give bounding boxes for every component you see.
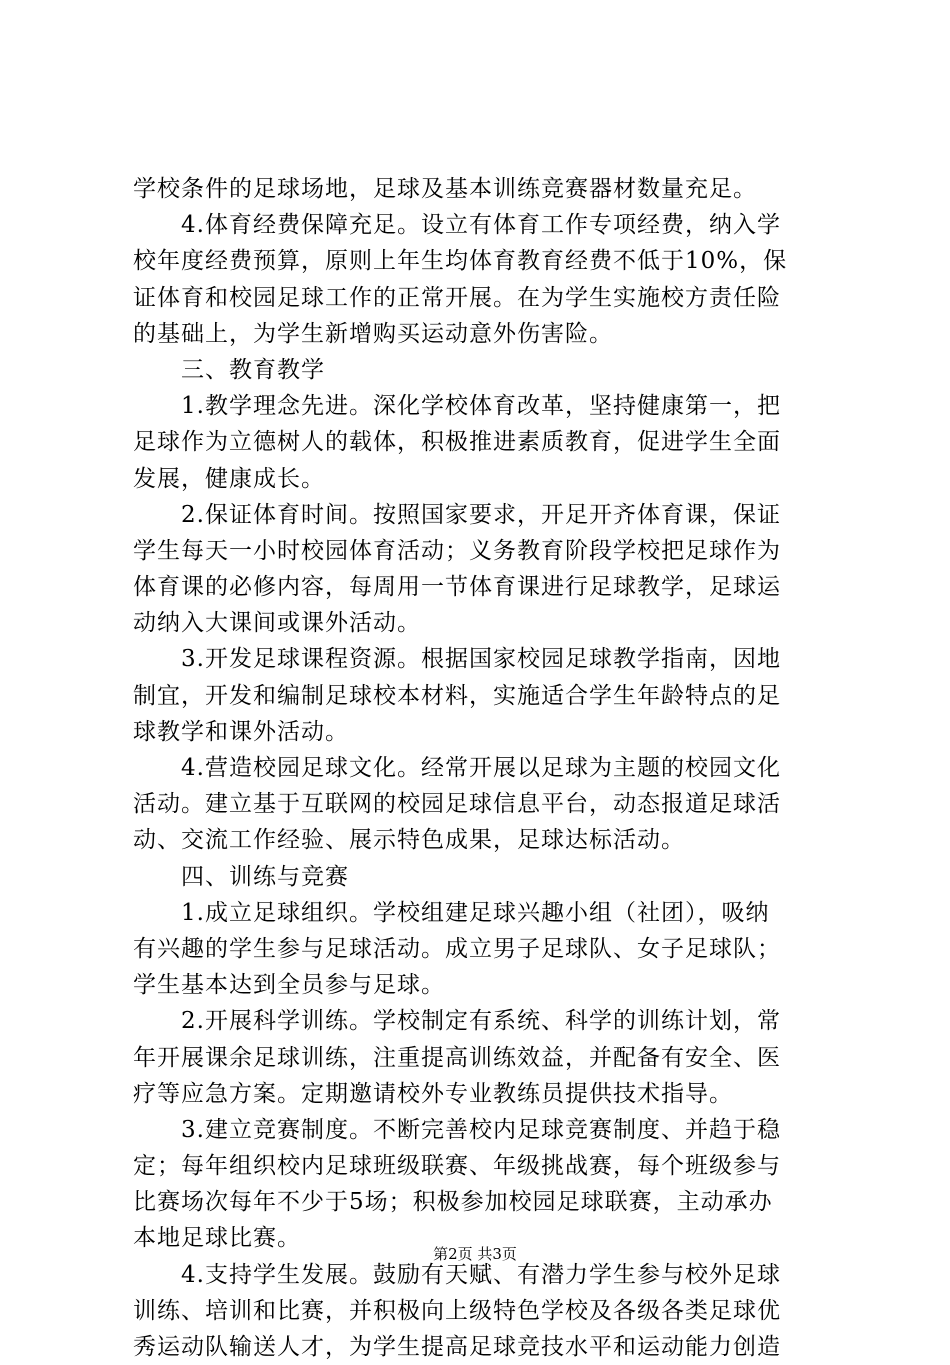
text-line: 足球作为立德树人的载体，积极推进素质教育，促进学生全面 <box>133 429 781 456</box>
text-line: 秀运动队输送人才，为学生提高足球竞技水平和运动能力创造 <box>133 1334 781 1360</box>
text-line: 4.支持学生发展。鼓励有天赋、有潜力学生参与校外足球 <box>133 1261 781 1288</box>
text-line: 的基础上，为学生新增购买运动意外伤害险。 <box>133 320 613 347</box>
text-line: 训练、培训和比赛，并积极向上级特色学校及各级各类足球优 <box>133 1297 781 1324</box>
section-heading: 四、训练与竞赛 <box>133 863 349 890</box>
text-line: 校年度经费预算，原则上年生均体育教育经费不低于10%，保 <box>133 248 788 275</box>
text-line: 动、交流工作经验、展示特色成果，足球达标活动。 <box>133 827 685 854</box>
text-line: 3.开发足球课程资源。根据国家校园足球教学指南，因地 <box>133 646 781 673</box>
body-text <box>133 171 833 1365</box>
text-line: 4.营造校园足球文化。经常开展以足球为主题的校园文化 <box>133 755 781 781</box>
text-line: 球教学和课外活动。 <box>133 718 349 745</box>
text-line: 活动。建立基于互联网的校园足球信息平台，动态报道足球活 <box>133 791 781 818</box>
text-line: 制宜，开发和编制足球校本材料，实施适合学生年龄特点的足 <box>133 682 781 709</box>
text-line: 有兴趣的学生参与足球活动。成立男子足球队、女子足球队； <box>133 935 781 962</box>
text-line: 体育课的必修内容，每周用一节体育课进行足球教学，足球运 <box>133 574 781 601</box>
text-line: 疗等应急方案。定期邀请校外专业教练员提供技术指导。 <box>133 1080 733 1107</box>
text-line: 1.成立足球组织。学校组建足球兴趣小组（社团），吸纳 <box>133 899 770 926</box>
text-line: 学生每天一小时校园体育活动；义务教育阶段学校把足球作为 <box>133 537 781 564</box>
text-line: 学生基本达到全员参与足球。 <box>133 972 445 999</box>
text-line: 发展，健康成长。 <box>133 465 325 492</box>
text-line: 比赛场次每年不少于5场；积极参加校园足球联赛，主动承办 <box>133 1189 773 1216</box>
text-line: 4.体育经费保障充足。设立有体育工作专项经费，纳入学 <box>133 212 781 239</box>
text-line: 动纳入大课间或课外活动。 <box>133 610 421 637</box>
text-line: 本地足球比赛。 <box>133 1225 301 1252</box>
text-line: 学校条件的足球场地，足球及基本训练竞赛器材数量充足。 <box>133 176 757 202</box>
text-line: 2.保证体育时间。按照国家要求，开足开齐体育课，保证 <box>133 501 781 528</box>
text-line: 年开展课余足球训练，注重提高训练效益，并配备有安全、医 <box>133 1044 781 1071</box>
text-line: 3.建立竞赛制度。不断完善校内足球竞赛制度、并趋于稳 <box>133 1116 781 1143</box>
text-line: 证体育和校园足球工作的正常开展。在为学生实施校方责任险 <box>133 284 781 311</box>
text-line: 2.开展科学训练。学校制定有系统、科学的训练计划，常 <box>133 1008 781 1035</box>
text-line: 1.教学理念先进。深化学校体育改革，坚持健康第一，把 <box>133 393 781 420</box>
page-number-footer: 第2页 共3页 <box>433 1245 517 1263</box>
section-heading: 三、教育教学 <box>133 356 325 383</box>
text-line: 定；每年组织校内足球班级联赛、年级挑战赛，每个班级参与 <box>133 1153 781 1180</box>
